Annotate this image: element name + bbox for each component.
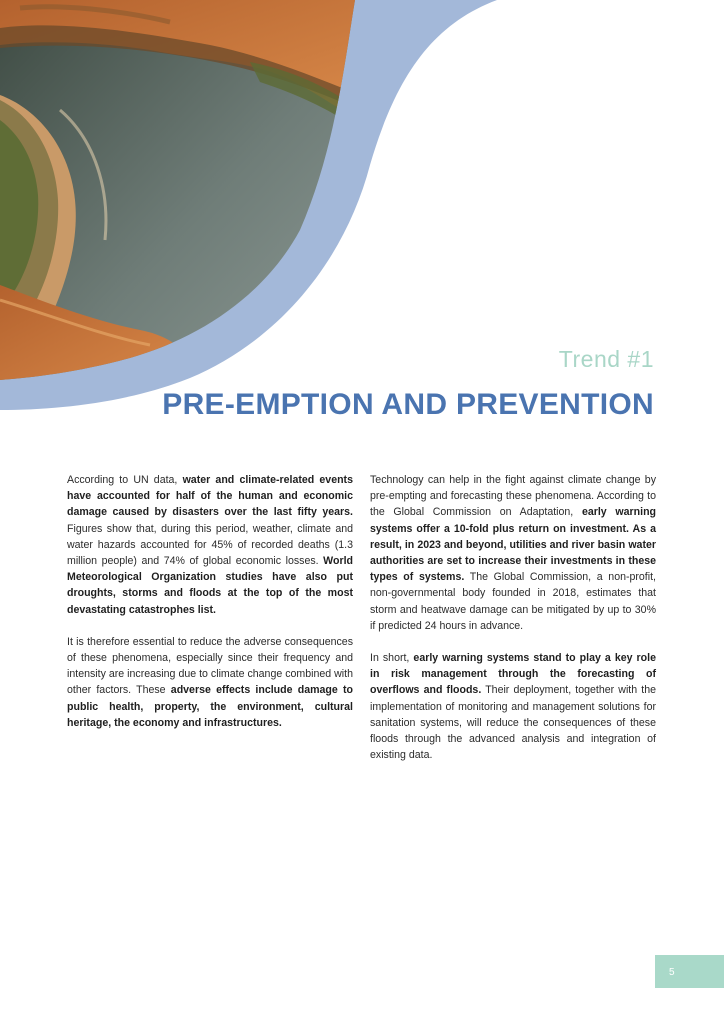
bold-text-run: World Meteorological Organization studies have also put droughts, storms and floods at the top of the most devastating catastrophes list. (67, 555, 353, 616)
page-number: 5 (655, 955, 724, 988)
right-column (370, 472, 656, 779)
left-paragraph-2 (67, 634, 353, 731)
right-paragraph-1 (370, 472, 656, 634)
text-run: Figures show that, during this period, weather, climate and water hazards accounted for 45% of recorded deaths (1.3 million people) and 74% of global economic losses. (67, 522, 353, 568)
left-paragraph-1 (67, 472, 353, 618)
bold-text-run: adverse effects include damage to public health, property, the environment, cultural heritage, the economy and infrastructures. (67, 684, 353, 729)
text-run: According to UN data, (67, 474, 183, 486)
left-column (67, 472, 353, 747)
bold-text-run: early warning systems offer a 10-fold plus return on investment. As a result, in 2023 and beyond, utilities and river basin water authorities are set to increase their investments in these types of systems. (370, 506, 657, 584)
text-run: In short, (370, 652, 414, 665)
text-run: It is therefore essential to reduce the adverse consequences of these phenomena, especially since their frequency and intensity are increasing due to climate change combined with other factors. These (67, 635, 353, 697)
trend-label: Trend #1 (558, 346, 654, 372)
text-run: Technology can help in the fight against climate change by pre-empting and forecasting these phenomena. According to the Global Commission on Adaptation, (370, 474, 656, 519)
right-paragraph-2 (370, 650, 656, 763)
canyon-river-photo (0, 0, 360, 390)
text-run: Their deployment, together with the implementation of monitoring and management solutions for sanitation systems, will reduce the consequences of these floods through the advanced analysis and integration of existing data. (370, 684, 656, 762)
page-title: PRE-EMPTION AND PREVENTION (162, 388, 654, 421)
bold-text-run: water and climate-related events have accounted for half of the human and economic damage caused by disasters over the last fifty years. (67, 474, 353, 519)
text-run: The Global Commission, a non-profit, non-governmental body founded in 2018, estimates that storm and heatwave damage can be mitigated by up to 30% if predicted 24 hours in advance. (370, 571, 656, 632)
bold-text-run: early warning systems stand to play a key role in risk management through the forecasting of overflows and floods. (370, 652, 656, 697)
